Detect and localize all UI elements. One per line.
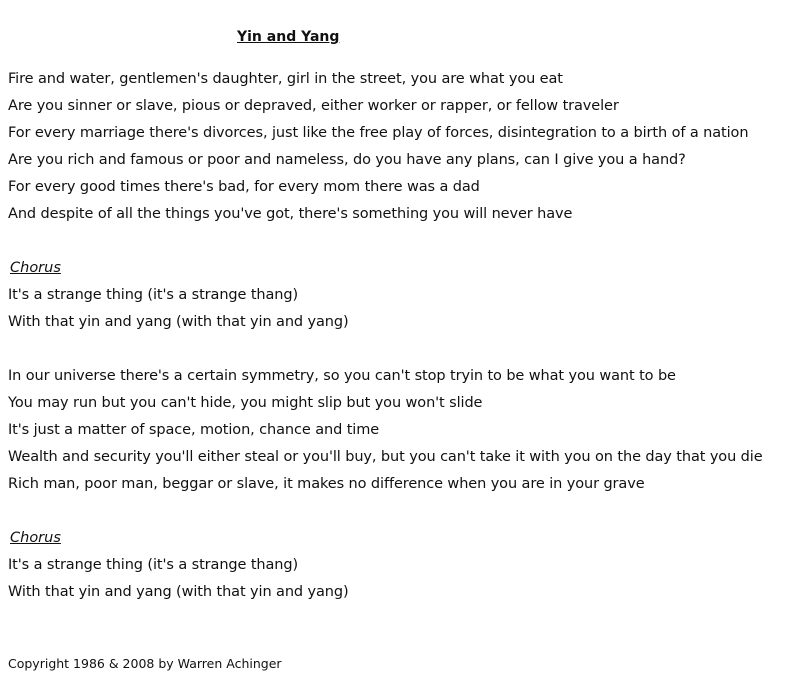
chorus-label: Chorus bbox=[10, 260, 61, 276]
lyric-line: And despite of all the things you've got, there's something you will never have bbox=[8, 206, 573, 222]
lyric-line: Are you sinner or slave, pious or depraved, either worker or rapper, or fellow traveler bbox=[8, 98, 619, 114]
lyric-line: Rich man, poor man, beggar or slave, it makes no difference when you are in your grave bbox=[8, 476, 645, 492]
lyric-line: Fire and water, gentlemen's daughter, girl in the street, you are what you eat bbox=[8, 71, 563, 87]
lyric-line: Wealth and security you'll either steal or you'll buy, but you can't take it with you on the day that you die bbox=[8, 449, 763, 465]
lyric-line: For every marriage there's divorces, just like the free play of forces, disintegration to a birth of a nation bbox=[8, 125, 749, 141]
lyric-line: It's a strange thing (it's a strange thang) bbox=[8, 287, 299, 303]
lyric-line: In our universe there's a certain symmetry, so you can't stop tryin to be what you want to be bbox=[8, 368, 676, 384]
lyric-line: It's just a matter of space, motion, chance and time bbox=[8, 422, 380, 438]
lyric-line: With that yin and yang (with that yin and yang) bbox=[8, 584, 349, 600]
chorus-label: Chorus bbox=[10, 530, 61, 546]
lyric-line: It's a strange thing (it's a strange thang) bbox=[8, 557, 299, 573]
lyric-line: With that yin and yang (with that yin and yang) bbox=[8, 314, 349, 330]
lyric-line: Are you rich and famous or poor and nameless, do you have any plans, can I give you a hand? bbox=[8, 152, 686, 168]
song-title: Yin and Yang bbox=[237, 29, 340, 45]
lyric-line: For every good times there's bad, for every mom there was a dad bbox=[8, 179, 480, 195]
copyright-notice: Copyright 1986 & 2008 by Warren Achinger bbox=[8, 656, 282, 671]
lyric-line: You may run but you can't hide, you might slip but you won't slide bbox=[8, 395, 483, 411]
